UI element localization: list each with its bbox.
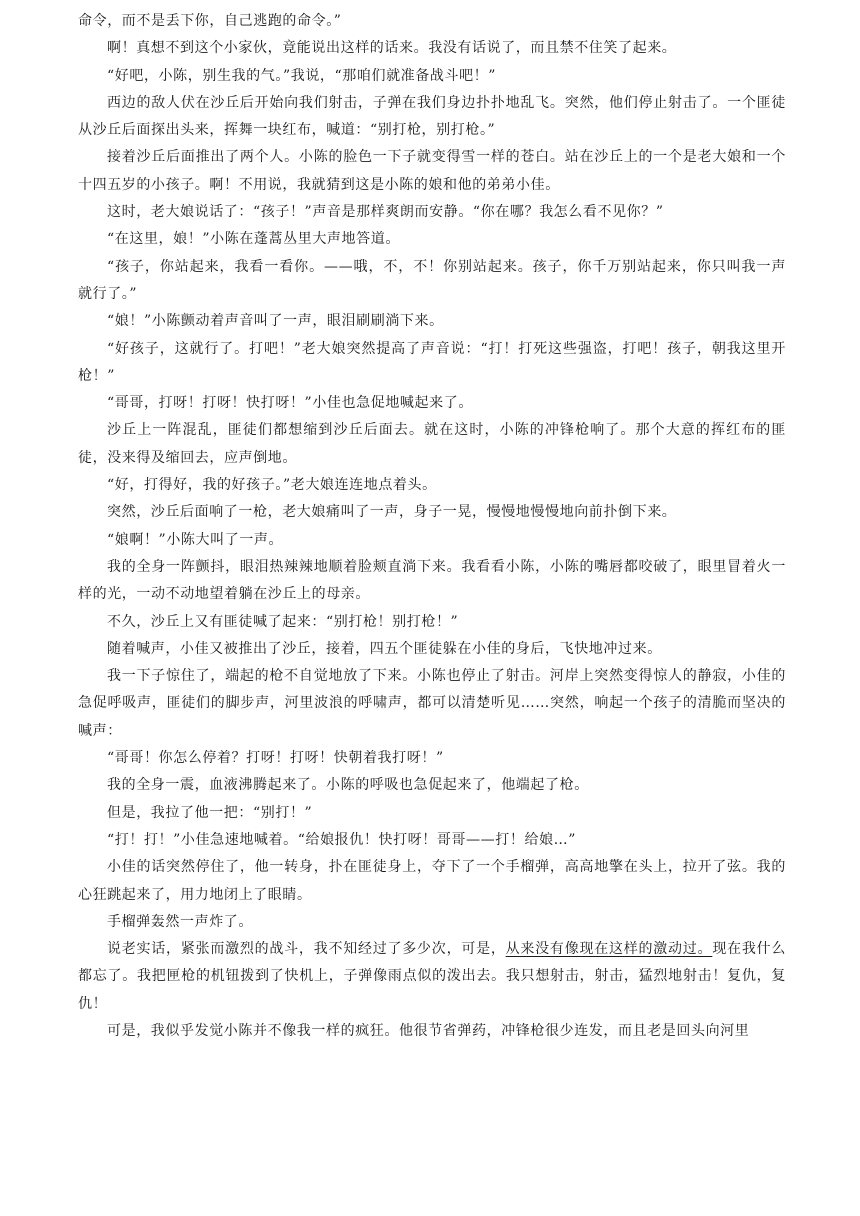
paragraph-1: 命令，而不是丢下你，自己逃跑的命令。” — [78, 13, 342, 29]
paragraph-19: 我一下子惊住了，端起的枪不自觉地放了下来。小陈也停止了射击。河岸上突然变得惊人的静寂，小佳的急促呼吸声，匪徒们的脚步声，河里波浪的呼啸声，都可以清楚听见……突然，响起一个孩子的清脆而坚决的喊声： — [78, 668, 786, 739]
paragraph-26 — [0, 936, 860, 1018]
underlined-sentence: 从来没有像现在这样的激动过。 — [505, 941, 713, 958]
paragraph-14: 突然，沙丘后面响了一枪，老大娘痛叫了一声，身子一晃，慢慢地慢慢地向前扑倒下来。 — [107, 504, 677, 521]
paragraph-20: “哥哥！你怎么停着？打呀！打呀！快朝着我打呀！” — [107, 750, 444, 767]
paragraph-26-part-a: 说老实话，紧张而激烈的战斗，我不知经过了多少次，可是， — [107, 941, 506, 958]
paragraph-21: 我的全身一震，血液沸腾起来了。小陈的呼吸也急促起来了，他端起了枪。 — [107, 777, 589, 794]
paragraph-11: “哥哥，打呀！打呀！快打呀！”小佳也急促地喊起来了。 — [107, 395, 473, 412]
paragraph-3: “好吧，小陈，别生我的气。”我说，“那咱们就准备战斗吧！” — [107, 67, 497, 84]
paragraph-12: 沙丘上一阵混乱，匪徒们都想缩到沙丘后面去。就在这时，小陈的冲锋枪响了。那个大意的挥红布的匪徒，没来得及缩回去，应声倒地。 — [78, 422, 786, 466]
paragraph-25: 手榴弹轰然一声炸了。 — [107, 913, 253, 930]
paragraph-22: 但是，我拉了他一把：“别打！” — [107, 804, 313, 821]
paragraph-17: 不久，沙丘上又有匪徒喊了起来：“别打枪！别打枪！” — [107, 613, 459, 630]
paragraph-18: 随着喊声，小佳又被推出了沙丘，接着，四五个匪徒躲在小佳的身后，飞快地冲过来。 — [107, 640, 662, 657]
paragraph-27: 可是，我似乎发觉小陈并不像我一样的疯狂。他很节省弹药，冲锋枪很少连发，而且老是回头向河里 — [107, 1022, 750, 1039]
paragraph-7: “在这里，娘！”小陈在蓬蒿丛里大声地答道。 — [107, 231, 400, 248]
paragraph-23: “打！打！”小佳急速地喊着。“给娘报仇！快打呀！哥哥——打！给娘…” — [107, 831, 577, 848]
paragraph-26-part-b: 现在我什么都忘了。我把匣枪的机钮拨到了快机上，子弹像雨点似的泼出去。我只想射击，射击，猛烈地射击！复仇，复仇！ — [78, 941, 787, 1012]
paragraph-5: 接着沙丘后面推出了两个人。小陈的脸色一下子就变得雪一样的苍白。站在沙丘上的一个是老大娘和一个十四五岁的小孩子。啊！不用说，我就猜到这是小陈的娘和他的弟弟小佳。 — [78, 149, 786, 193]
paragraph-13: “好，打得好，我的好孩子。”老大娘连连地点着头。 — [107, 477, 437, 494]
paragraph-6: 这时，老大娘说话了：“孩子！”声音是那样爽朗而安静。“你在哪？我怎么看不见你？” — [107, 204, 664, 221]
paragraph-8: “孩子，你站起来，我看一看你。——哦，不，不！你别站起来。孩子，你千万别站起来，你只叫我一声就行了。” — [78, 258, 786, 302]
paragraph-10: “好孩子，这就行了。打吧！”老大娘突然提高了声音说：“打！打死这些强盗，打吧！孩子，朝我这里开枪！” — [78, 340, 786, 384]
paragraph-2: 啊！真想不到这个小家伙，竟能说出这样的话来。我没有话说了，而且禁不住笑了起来。 — [107, 40, 677, 57]
paragraph-16: 我的全身一阵颤抖，眼泪热辣辣地顺着脸颊直淌下来。我看看小陈，小陈的嘴唇都咬破了，眼里冒着火一样的光，一动不动地望着躺在沙丘上的母亲。 — [78, 558, 786, 603]
paragraph-9: “娘！”小陈颤动着声音叫了一声，眼泪刷刷淌下来。 — [107, 313, 444, 330]
paragraph-4: 西边的敌人伏在沙丘后开始向我们射击，子弹在我们身边扑扑地乱飞。突然，他们停止射击了。一个匪徒从沙丘后面探出头来，挥舞一块红布，喊道：“别打枪，别打枪。” — [78, 94, 786, 139]
paragraph-15: “娘啊！”小陈大叫了一声。 — [107, 531, 284, 548]
paragraph-24: 小佳的话突然停住了，他一转身，扑在匪徒身上，夺下了一个手榴弹，高高地擎在头上，拉开了弦。我的心狂跳起来了，用力地闭上了眼睛。 — [78, 859, 786, 903]
